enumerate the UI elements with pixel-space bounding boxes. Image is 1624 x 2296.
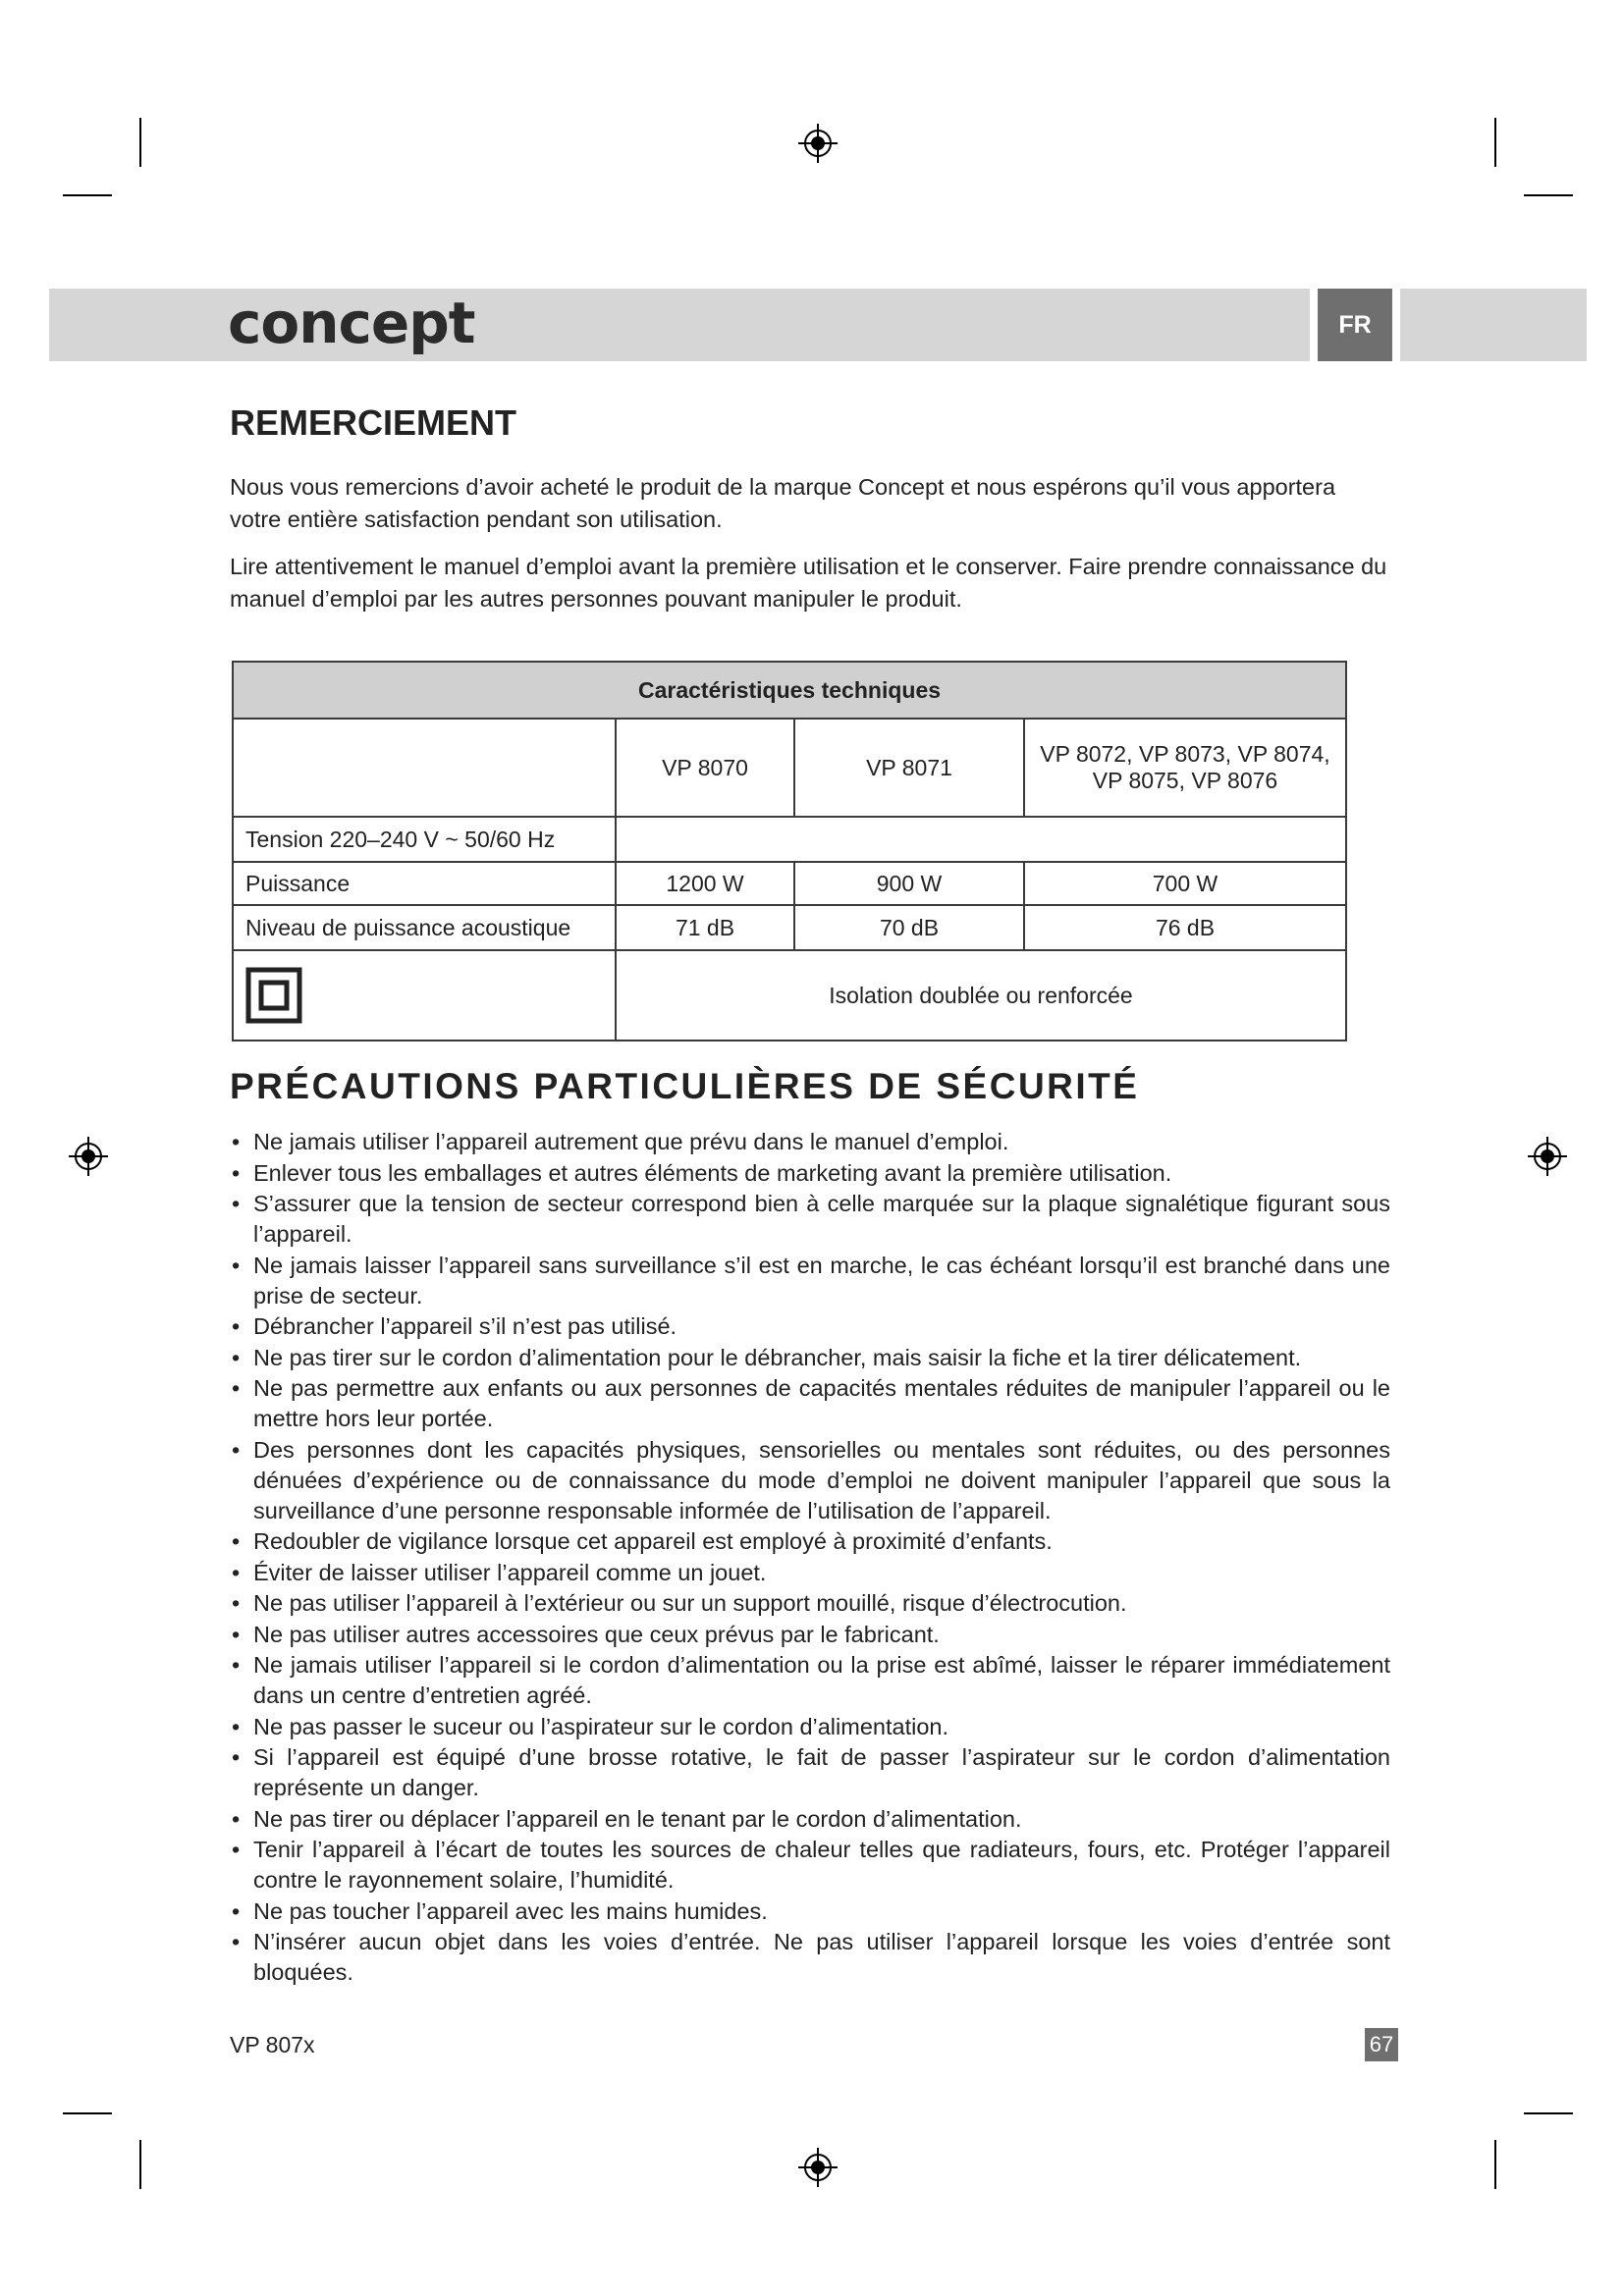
spec-row-label: Puissance	[233, 862, 616, 905]
spec-voltage-label: Tension 220–240 V ~ 50/60 Hz	[233, 817, 616, 862]
crop-mark	[1524, 194, 1573, 196]
brand-logo: concept	[228, 290, 475, 356]
bullet-icon: •	[232, 1375, 241, 1401]
safety-item	[224, 1896, 1390, 1927]
bullet-icon: •	[232, 1436, 241, 1463]
safety-item-text: Éviter de laisser utiliser l’appareil comme un jouet.	[253, 1559, 767, 1585]
safety-item-text: Ne jamais utiliser l’appareil si le cordon d’alimentation ou la prise est abîmé, laisser le réparer immédiatement dans un centre d’entretien agréé.	[253, 1652, 1390, 1708]
insulation-text: Isolation doublée ou renforcée	[616, 950, 1346, 1041]
spec-voltage-value	[616, 817, 1346, 862]
safety-item	[224, 1343, 1390, 1373]
safety-item	[224, 1835, 1390, 1896]
safety-item-text: S’assurer que la tension de secteur correspond bien à celle marquée sur la plaque signalétique figurant sous l’appareil.	[253, 1191, 1390, 1247]
spec-value: 70 dB	[794, 905, 1024, 950]
safety-item-text: Si l’appareil est équipé d’une brosse rotative, le fait de passer l’aspirateur sur le cordon d’alimentation représente un danger.	[253, 1744, 1390, 1800]
bullet-icon: •	[232, 1159, 241, 1186]
bullet-icon: •	[232, 1129, 241, 1154]
registration-mark-icon	[1526, 1135, 1569, 1178]
double-insulation-icon	[245, 967, 302, 1024]
spec-value: 700 W	[1024, 862, 1346, 905]
spec-model-header: VP 8072, VP 8073, VP 8074, VP 8075, VP 8076	[1024, 719, 1346, 817]
crop-mark	[1494, 2140, 1496, 2189]
page-number: 67	[1365, 2028, 1398, 2061]
safety-item	[224, 1158, 1390, 1189]
safety-item	[224, 1742, 1390, 1803]
crop-mark	[63, 2112, 112, 2114]
spec-value: 1200 W	[616, 862, 794, 905]
safety-item-text: N’insérer aucun objet dans les voies d’entrée. Ne pas utiliser l’appareil lorsque les voies d’entrée sont bloquées.	[253, 1929, 1390, 1985]
safety-item-text: Redoubler de vigilance lorsque cet appareil est employé à proximité d’enfants.	[253, 1528, 1053, 1554]
crop-mark	[1524, 2112, 1573, 2114]
safety-item-text: Ne pas utiliser l’appareil à l’extérieur ou sur un support mouillé, risque d’électrocution.	[253, 1590, 1127, 1616]
crop-mark	[1494, 118, 1496, 167]
bullet-icon: •	[232, 1191, 241, 1216]
safety-item	[224, 1189, 1390, 1250]
bullet-icon: •	[232, 1344, 241, 1370]
spec-empty-cell	[233, 719, 616, 817]
safety-item	[224, 1311, 1390, 1342]
safety-item-text: Enlever tous les emballages et autres éléments de marketing avant la première utilisation.	[253, 1159, 1172, 1186]
safety-item-text: Ne pas permettre aux enfants ou aux personnes de capacités mentales réduites de manipuler l’appareil ou le mettre hors leur portée.	[253, 1375, 1390, 1431]
bullet-icon: •	[232, 1313, 241, 1339]
spec-model-header: VP 8071	[794, 719, 1024, 817]
safety-item-text: Ne pas passer le suceur ou l’aspirateur sur le cordon d’alimentation.	[253, 1713, 948, 1739]
crop-mark	[139, 2140, 141, 2189]
registration-mark-icon	[796, 2146, 839, 2189]
spec-model-header: VP 8070	[616, 719, 794, 817]
safety-item-text: Ne pas tirer sur le cordon d’alimentation pour le débrancher, mais saisir la fiche et la tirer délicatement.	[253, 1344, 1302, 1370]
safety-item	[224, 1712, 1390, 1742]
safety-item	[224, 1558, 1390, 1588]
spec-value: 900 W	[794, 862, 1024, 905]
spec-value: 76 dB	[1024, 905, 1346, 950]
thanks-paragraph: Nous vous remercions d’avoir acheté le produit de la marque Concept et nous espérons qu’il vous apportera votre entière satisfaction pendant son utilisation.	[230, 474, 1336, 532]
bullet-icon: •	[232, 1713, 241, 1739]
crop-mark	[63, 194, 112, 196]
bullet-icon: •	[232, 1897, 241, 1924]
safety-item	[224, 1804, 1390, 1835]
safety-item-text: Ne jamais laisser l’appareil sans surveillance s’il est en marche, le cas échéant lorsqu’il est branché dans une prise de secteur.	[253, 1252, 1390, 1308]
safety-item-text: Tenir l’appareil à l’écart de toutes les sources de chaleur telles que radiateurs, fours, etc. Protéger l’appareil contre le rayonnement solaire, l’humidité.	[253, 1837, 1390, 1893]
footer-model: VP 807x	[230, 2032, 315, 2057]
crop-mark	[139, 118, 141, 167]
bullet-icon: •	[232, 1252, 241, 1278]
bullet-icon: •	[232, 1621, 241, 1647]
registration-mark-icon	[67, 1135, 110, 1178]
safety-item	[224, 1620, 1390, 1650]
safety-item	[224, 1526, 1390, 1557]
bullet-icon: •	[232, 1744, 241, 1770]
header-band-right	[1400, 289, 1587, 361]
thanks-paragraph: Lire attentivement le manuel d’emploi avant la première utilisation et le conserver. Faire prendre connaissance du manuel d’emploi par les autres personnes pouvant manipuler le produit.	[230, 554, 1387, 612]
bullet-icon: •	[232, 1528, 241, 1554]
spec-table-title: Caractéristiques techniques	[233, 662, 1346, 719]
safety-item-text: Ne pas tirer ou déplacer l’appareil en le tenant par le cordon d’alimentation.	[253, 1805, 1022, 1832]
bullet-icon: •	[232, 1652, 241, 1678]
safety-list	[224, 1127, 1390, 1989]
safety-item	[224, 1127, 1390, 1157]
bullet-icon: •	[232, 1559, 241, 1585]
safety-item-text: Ne pas toucher l’appareil avec les mains humides.	[253, 1897, 768, 1924]
registration-mark-icon	[796, 122, 839, 165]
bullet-icon: •	[232, 1805, 241, 1832]
safety-item	[224, 1251, 1390, 1311]
bullet-icon: •	[232, 1590, 241, 1616]
spec-value: 71 dB	[616, 905, 794, 950]
spec-row-label: Niveau de puissance acoustique	[233, 905, 616, 950]
thanks-heading: REMERCIEMENT	[230, 402, 517, 443]
spec-table	[232, 661, 1347, 1041]
safety-item	[224, 1927, 1390, 1988]
safety-item	[224, 1588, 1390, 1619]
safety-heading: PRÉCAUTIONS PARTICULIÈRES DE SÉCURITÉ	[230, 1066, 1140, 1106]
double-insulation-cell	[233, 950, 616, 1041]
safety-item	[224, 1435, 1390, 1526]
safety-item	[224, 1650, 1390, 1711]
safety-item-text: Ne jamais utiliser l’appareil autrement que prévu dans le manuel d’emploi.	[253, 1129, 1009, 1154]
language-badge: FR	[1318, 289, 1392, 361]
safety-item	[224, 1373, 1390, 1434]
safety-item-text: Des personnes dont les capacités physiques, sensorielles ou mentales sont réduites, ou des personnes dénuées d’expérience ou de connaissance du mode d’emploi ne doivent manipuler l’appareil que sous la surveillance d’une personne responsable informée de l’utilisation de l’appareil.	[253, 1436, 1390, 1523]
safety-item-text: Débrancher l’appareil s’il n’est pas utilisé.	[253, 1313, 677, 1339]
safety-item-text: Ne pas utiliser autres accessoires que ceux prévus par le fabricant.	[253, 1621, 940, 1647]
bullet-icon: •	[232, 1837, 241, 1862]
bullet-icon: •	[232, 1929, 241, 1954]
